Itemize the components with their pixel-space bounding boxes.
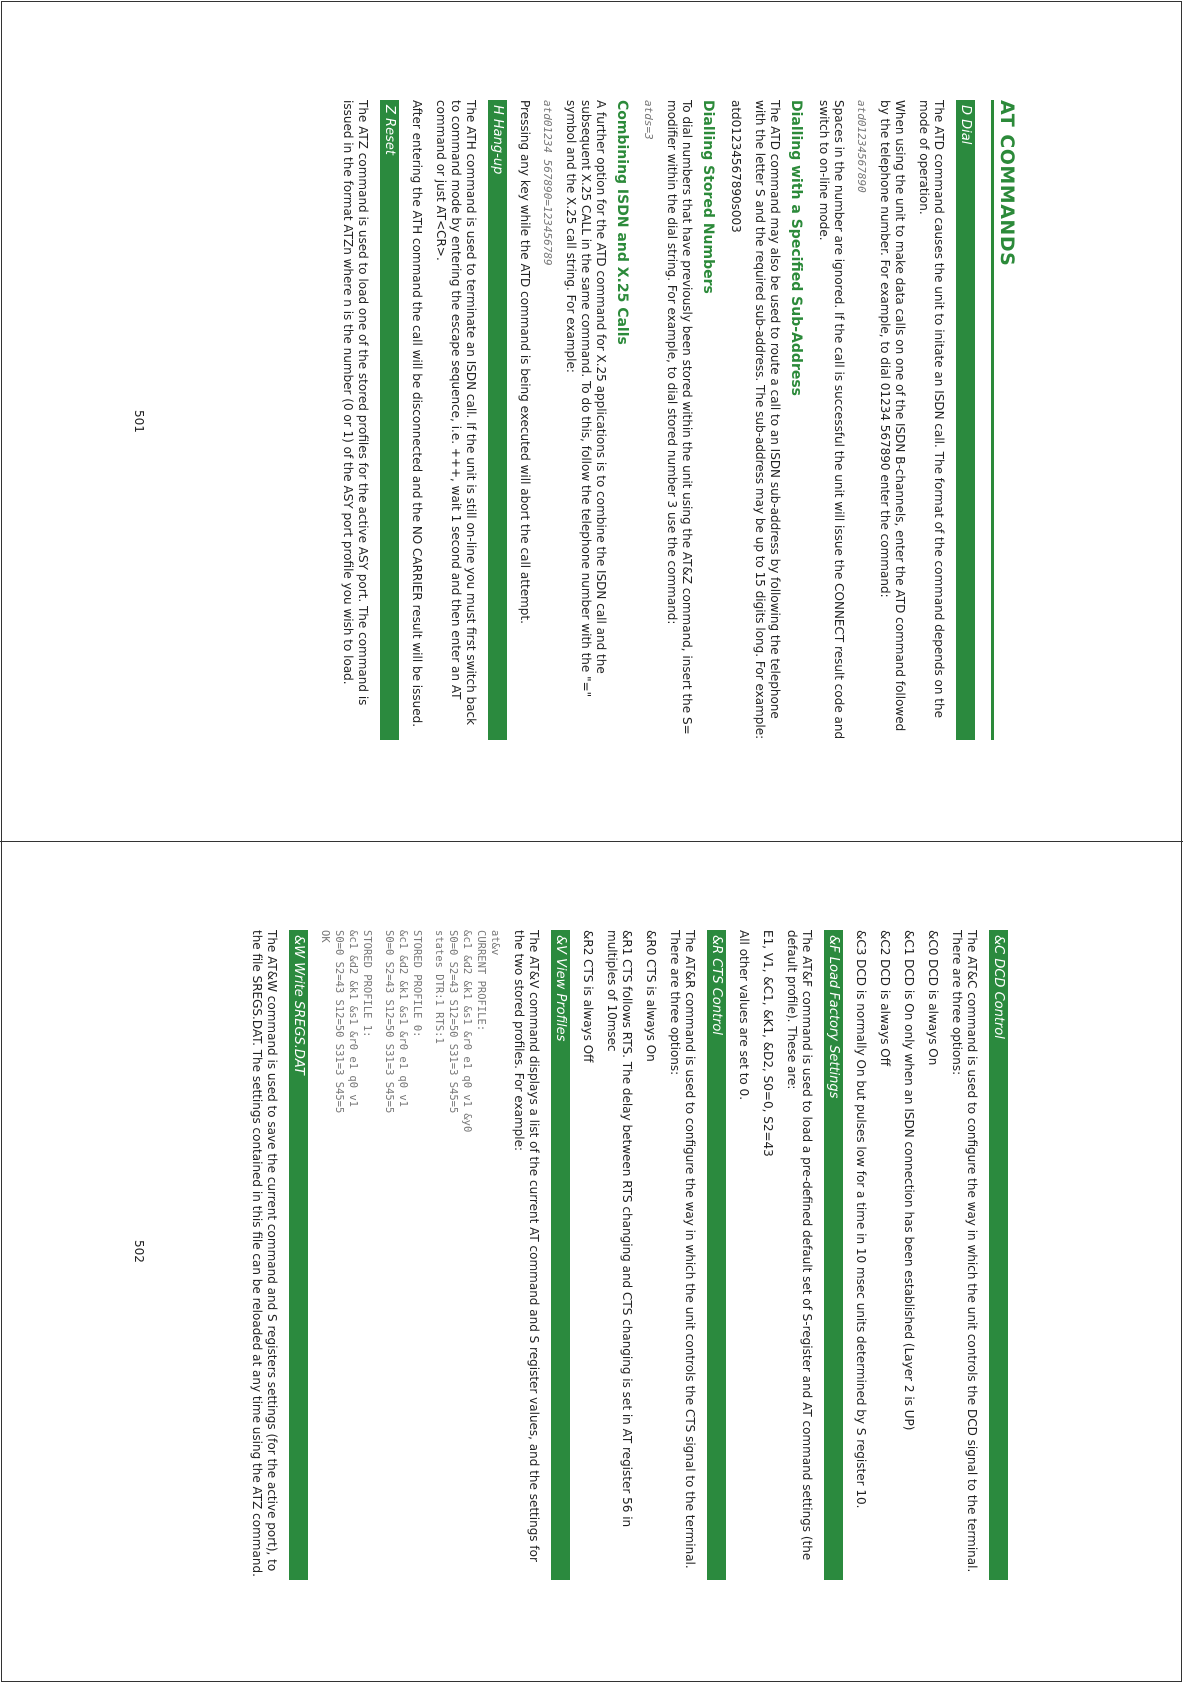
combining-paragraph-1: A further option for the ATD command for X.25 applications is to combine the ISDN call and the subsequent X.25 CALL in the same command. To do this, follow the telephone number with the "=" symbol and the X.25 call string. For example:	[564, 100, 608, 698]
d-dial-paragraph-3: Spaces in the number are ignored. If the call is successful the unit will issue the CONNECT result code and switch to on-line mode.	[817, 100, 846, 740]
sub-address-heading: Dialling with a Specified Sub-Address	[788, 100, 804, 397]
z-reset-paragraph: The ATZ command is used to load one of the stored profiles for the active ASY port. The command is issued in the format ATZn where n is the number (0 or 1) of the ASY port profile you wish to load.	[341, 100, 370, 706]
section-d-dial-heading: D Dial	[956, 100, 975, 740]
page-502-content	[240, 930, 1018, 1580]
d-dial-paragraph-2: When using the unit to make data calls on one of the ISDN B-channels, enter the ATD command followed by the telephone number. For example, to dial 01234 567890 enter the command:	[878, 100, 907, 732]
stored-numbers-paragraph: To dial numbers that have previously been stored within the unit using the AT&Z command, insert the S= modifier within the dial string. For example, to dial stored number 3 use the command:	[665, 100, 694, 735]
stored-numbers-heading: Dialling Stored Numbers	[700, 100, 716, 294]
c-dcd-option-1: &C1 DCD is On only when an ISDN connection has been established (Layer 2 is UP)	[902, 930, 916, 1431]
document-title: AT COMMANDS	[991, 100, 1018, 740]
r-cts-option-0: &R0 CTS is always On	[644, 930, 658, 1062]
sub-address-paragraph: The ATD command may also be used to route a call to an ISDN sub-address by following the telephone with the letter S and the required sub-address. The sub-address may be up to 15 digits long. For example:	[753, 100, 782, 740]
c-dcd-option-0: &C0 DCD is always On	[926, 930, 940, 1066]
page-502-panel	[0, 842, 1183, 1683]
section-h-hangup-heading: H Hang-up	[488, 100, 507, 740]
v-view-stored-profile-0: STORED PROFILE 0: &c1 &d2 &k1 &s1 &r0 e1 q0 v1 S0=0 S2=43 S12=50 S31=3 S45=5	[383, 930, 423, 1114]
c-dcd-option-2: &C2 DCD is always Off	[878, 930, 892, 1066]
r-cts-option-1: &R1 CTS follows RTS. The delay between RTS changing and CTS changing is set in AT register 56 in multiples of 10msec	[605, 930, 634, 1528]
f-factory-paragraph-1: The AT&F command is used to load a pre-defined default set of S-register and AT command settings (the default profile). These are:	[785, 930, 814, 1561]
f-factory-paragraph-3: All other values are set to 0.	[737, 930, 751, 1101]
c-dcd-paragraph: The AT&C command is used to configure the way in which the unit controls the DCD signal to the terminal. There are three options:	[950, 930, 979, 1573]
page-501-panel	[0, 0, 1183, 841]
r-cts-option-2: &R2 CTS is always Off	[581, 930, 595, 1063]
page-501-content	[331, 100, 1018, 740]
d-dial-code-example: atd01234567890	[855, 100, 868, 193]
section-f-factory-heading: &F Load Factory Settings	[824, 930, 843, 1580]
section-w-write-heading: &W Write SREGS.DAT	[289, 930, 308, 1580]
c-dcd-option-3: &C3 DCD is normally On but pulses low for a time in 10 msec units determined by S register 10.	[854, 930, 868, 1509]
v-view-paragraph: The AT&V command displays a list of the current AT command and S register values, and the settings for the two stored profiles. For example:	[512, 930, 541, 1562]
w-write-paragraph: The AT&W command is used to save the current command and S registers settings (for the active port), to the file SREGS.DAT. The settings contained in this file can be reloaded at any time using the ATZ command.	[250, 930, 279, 1577]
stored-numbers-code: atds=3	[642, 100, 655, 140]
page-number-501: 501	[132, 410, 146, 433]
f-factory-paragraph-2: E1, V1, &C1, &K1, &D2, S0=0, S2=43	[761, 930, 775, 1157]
combining-paragraph-2: Pressing any key while the ATD command is being executed will abort the call attempt.	[518, 100, 532, 624]
combining-heading: Combining ISDN and X.25 Calls	[614, 100, 630, 345]
section-r-cts-heading: &R CTS Control	[707, 930, 726, 1580]
v-view-current-profile: at&v CURRENT PROFILE: &c1 &d2 &k1 &s1 &r0 e1 q0 v1 &y0 S0=0 S2=43 S12=50 S31=3 S45=5 states DTR:1 RTS:1	[433, 930, 501, 1133]
v-view-stored-profile-1: STORED PROFILE 1: &c1 &d2 &k1 &s1 &r0 e1 q0 v1 S0=0 S2=43 S12=50 S31=3 S45=5 OK	[319, 930, 373, 1114]
d-dial-paragraph-1: The ATD command causes the unit to initate an ISDN call. The format of the command depends on the mode of operation.	[917, 100, 946, 718]
sub-address-example: atd01234567890s003	[729, 100, 743, 233]
section-z-reset-heading: Z Reset	[380, 100, 399, 740]
page-number-502: 502	[132, 1240, 146, 1263]
r-cts-paragraph: The AT&R command is used to configure the way in which the unit controls the CTS signal to the terminal. There are three options:	[668, 930, 697, 1569]
section-v-view-heading: &V View Profiles	[551, 930, 570, 1580]
combining-code: atd01234 567890=123456789	[541, 100, 554, 266]
hangup-paragraph-2: After entering the ATH command the call will be disconnected and the NO CARRIER result will be issued.	[410, 100, 424, 728]
section-c-dcd-heading: &C DCD Control	[989, 930, 1008, 1580]
hangup-paragraph-1: The ATH command is used to terminate an ISDN call. If the unit is still on-line you must first switch back to command mode by entering the escape sequence, i.e. +++, wait 1 second and then enter an AT command or just AT<CR>.	[434, 100, 478, 726]
